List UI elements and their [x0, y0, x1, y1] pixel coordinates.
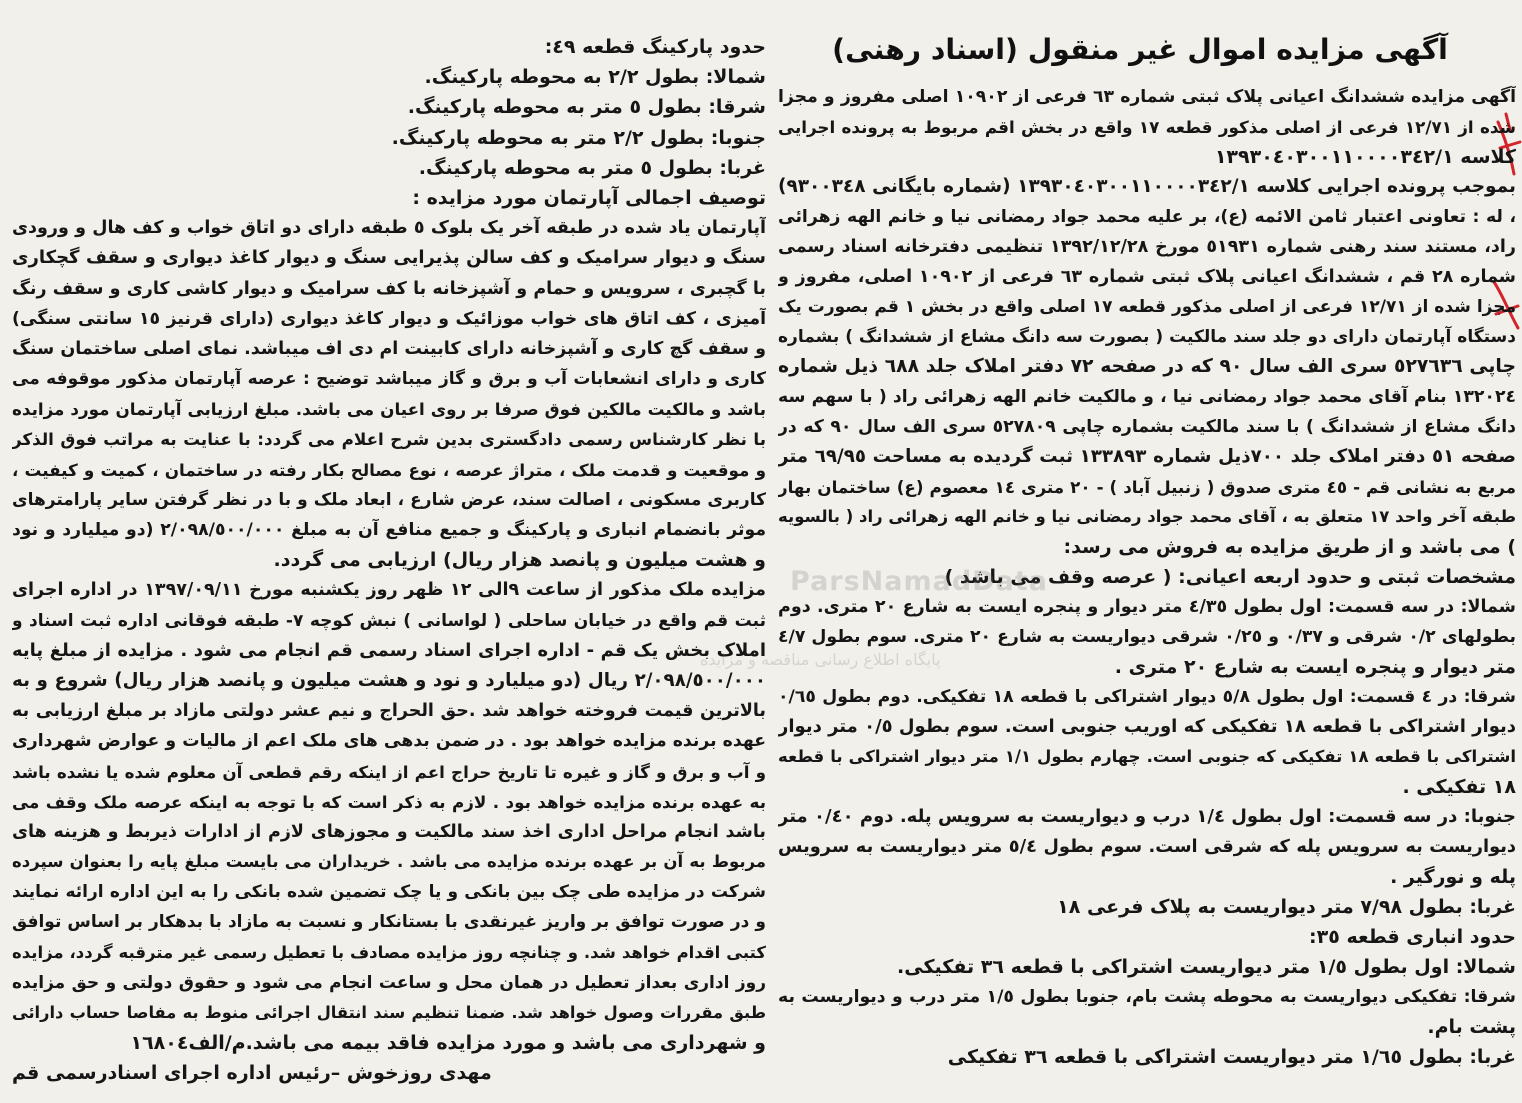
text-line: طبق مقررات وصول خواهد شد. ضمنا تنظیم سند انتقال اجرائی منوط به مفاصا حساب دارائی — [12, 1003, 766, 1022]
text-line: عهده برنده مزایده خواهد بود . در ضمن بدهی های ملک اعم از مالیات و عوارض شهرداری — [12, 731, 766, 752]
text-line: پشت بام. — [1427, 1016, 1516, 1038]
text-line: مشخصات ثبتی و حدود اربعه اعیانی: ( عرصه وقف می باشد ) — [944, 566, 1516, 588]
text-line: جنوبا: بطول ٢/٢ متر به محوطه پارکینگ. — [391, 126, 766, 149]
text-line: مربوط به آن بر عهده برنده مزایده می باشد . خریداران می بایست مبلغ پایه را بعنوان سپرده — [12, 852, 766, 872]
paragraph — [12, 123, 766, 153]
signature-line: مهدی روزخوش –رئیس اداره اجرای اسنادرسمی قم — [12, 1062, 492, 1085]
text-line: شماره ٢٨ قم ، ششدانگ اعیانی پلاک ثبتی شماره ٦٣ فرعی از ١٠٩٠٢ اصلی، مفروز و — [778, 267, 1516, 287]
text-line: آگهی مزایده ششدانگ اعیانی پلاک ثبتی شماره ٦٣ فرعی از ١٠٩٠٢ اصلی مفروز و مجزا — [778, 87, 1516, 107]
text-line: ٢/٠٩٨/٥٠٠/٠٠٠ ریال (دو میلیارد و نود و هشت میلیون و پانصد هزار ریال) شروع و به — [12, 669, 766, 691]
text-line: پله و نورگیر . — [1390, 866, 1516, 888]
text-line: بالاترین قیمت فروخته خواهد شد .حق الحراج و نیم عشر دولتی مازاد بر مبلغ ارزیابی به — [12, 701, 766, 722]
text-line: شرقا: در ٤ قسمت: اول بطول ٥/٨ دیوار اشتراکی با قطعه ١٨ تفکیکی. دوم بطول ٠/٦٥ — [778, 687, 1516, 707]
text-line: و آب و برق و گاز و غیره تا تاریخ حراج اعم از اینکه رقم قطعی آن معلوم شده یا نشده باشد — [12, 761, 766, 782]
watermark-brand: ParsNamadData — [790, 566, 1048, 597]
text-line: ، له : تعاونی اعتبار ثامن الائمه (ع)، بر علیه محمد جواد رمضانی نیا و خانم الهه زهرائی — [778, 207, 1516, 227]
paragraph — [778, 1042, 1516, 1072]
text-line: غربا: بطول ١/٦٥ متر دیواریست اشتراکی با قطعه ٣٦ تفکیکی — [947, 1046, 1516, 1068]
text-line: کتبی اقدام خواهد شد. و چنانچه روز مزایده مصادف با تعطیل رسمی غیر مترقبه گردد، مزایده — [12, 942, 766, 962]
paragraph — [778, 562, 1516, 592]
text-line: موثر بانضمام انباری و پارکینگ و جمیع منافع آن به مبلغ ٢/٠٩٨/٥٠٠/٠٠٠ (دو میلیارد و نود — [12, 520, 766, 540]
text-line: طبقه آخر واحد ١٧ متعلق به ، آقای محمد جواد رمضانی نیا و خانم الهه زهرائی راد ( بالسویه — [778, 507, 1516, 526]
text-line: شمالا: اول بطول ١/٥ متر دیواریست اشتراکی با قطعه ٣٦ تفکیکی. — [897, 956, 1516, 978]
text-line: اشتراکی با قطعه ١٨ تفکیکی که جنوبی است. چهارم بطول ١/١ متر دیوار اشتراکی با قطعه — [778, 747, 1516, 766]
left-column — [12, 32, 766, 1089]
watermark-tagline: پایگاه اطلاع رسانی مناقصه و مزایده — [700, 650, 941, 669]
text-line: کلاسه ١٣٩٣٠٤٠٣٠٠١١٠٠٠٠٣٤٢/١ — [1214, 146, 1516, 168]
paragraph — [12, 183, 766, 213]
paragraph — [778, 982, 1516, 1042]
paragraph — [778, 922, 1516, 952]
text-line: حدود انباری قطعه ٣٥: — [1309, 926, 1516, 948]
text-line: ١٣٢٠٢٤ بنام آقای محمد جواد رمضانی نیا ، و مالکیت خانم الهه زهرائی راد ( با سهم سه — [778, 387, 1516, 407]
text-line: دیواریست به سرویس پله که شرقی است. سوم بطول ٥/٤ متر دیواریست به سرویس — [778, 837, 1516, 857]
paragraph — [778, 892, 1516, 922]
text-line: و سقف گچ کاری و آشپزخانه دارای کابینت ام دی اف میباشد. نمای اصلی ساختمان سنگ — [12, 338, 766, 359]
text-line: شرقا: بطول ٥ متر به محوطه پارکینگ. — [407, 96, 766, 119]
text-line: و هشت میلیون و پانصد هزار ریال) ارزیابی می گردد. — [273, 549, 766, 572]
text-line: با نظر کارشناس رسمی دادگستری بدین شرح اعلام می گردد: با عنایت به مراتب فوق الذکر — [12, 429, 766, 450]
text-line: و شهرداری می باشد و مورد مزایده فاقد بیمه می باشد.م/الف١٦٨٠٤ — [130, 1032, 766, 1055]
text-line: کاربری مسکونی ، اصالت سند، عرض شارع ، ابعاد ملک و با در نظر گرفتن سایر پارامترهای — [12, 489, 766, 510]
text-line: به عهده برنده مزایده خواهد بود . لازم به ذکر است که با توجه به اینکه عرصه ملک وقف می — [12, 791, 766, 812]
text-line: دیوار اشتراکی با قطعه ١٨ تفکیکی که اوریب جنوبی است. سوم بطول ٠/٥ متر دیوار — [778, 716, 1516, 737]
text-line: ) می باشد و از طریق مزایده به فروش می رسد: — [1063, 536, 1516, 558]
text-line: شرقا: تفکیکی دیواریست به محوطه پشت بام، جنوبا بطول ١/٥ متر درب و دیواریست به — [778, 987, 1516, 1007]
text-line: صفحه ٥١ دفتر املاک جلد ٧٠٠ذیل شماره ١٣٣٨٩٣ ثبت گردیده به مساحت ٦٩/٩٥ متر — [778, 446, 1516, 467]
text-line: کاری و دارای انشعابات آب و برق و گاز میباشد توضیح : عرصه آپارتمان مذکور موقوفه می — [12, 369, 766, 390]
text-line: حدود پارکینگ قطعه ٤٩: — [544, 36, 766, 58]
text-line: مجزا شده از ١٢/٧١ فرعی از اصلی مذکور قطعه ١٧ اصلی واقع در بخش ١ قم بصورت یک — [778, 297, 1516, 317]
paragraph — [778, 682, 1516, 802]
text-line: روز اداری بعداز تعطیل در همان محل و ساعت انجام می شود و حقوق دولتی و حق مزایده — [12, 972, 766, 993]
paragraph — [778, 172, 1516, 562]
paragraph — [12, 62, 766, 92]
paragraph — [12, 153, 766, 183]
text-line: باشد و مالکیت مالکین فوق صرفا بر روی اعیان می باشد. مبلغ ارزیابی آپارتمان مورد مزایده — [12, 399, 766, 420]
paragraph — [12, 213, 766, 575]
text-line: بموجب پرونده اجرایی کلاسه ١٣٩٣٠٤٠٣٠٠١١٠٠٠٠٣٤٢/١ (شماره بایگانی ٩٣٠٠٣٤٨) — [778, 176, 1516, 197]
paragraph — [12, 575, 766, 1058]
text-line: دانگ مشاع از ششدانگ ) با سند مالکیت بشماره چاپی ٥٢٧٨٠٩ سری الف سال ٩٠ که در — [778, 417, 1516, 437]
text-line: دستگاه آپارتمان دارای دو جلد سند مالکیت ( بصورت سه دانگ مشاع از ششدانگ ) بشماره — [778, 327, 1516, 347]
text-line: و در صورت توافق بر واریز غیرنقدی با بستانکار و نسبت به مازاد با بدهکار بر اساس توافق — [12, 912, 766, 933]
paragraph — [778, 82, 1516, 172]
paragraph — [778, 802, 1516, 892]
text-line: غربا: بطول ٧/٩٨ متر دیواریست به پلاک فرعی ١٨ — [1057, 896, 1516, 918]
notice-title: آگهی مزایده اموال غیر منقول (اسناد رهنی) — [832, 33, 1448, 66]
right-column — [778, 82, 1516, 1072]
text-line: شده از ١٢/٧١ فرعی از اصلی مذکور قطعه ١٧ واقع در بخش اقم مربوط به پرونده اجرایی — [778, 117, 1516, 137]
text-line: آمیزی ، کف اتاق های خواب موزائیک و دیوار کاغذ دیواری (دارای قرنیز ١٥ سانتی سنگی) — [12, 308, 766, 329]
text-line: شمالا: بطول ٢/٢ به محوطه پارکینگ. — [424, 66, 766, 89]
paragraph — [12, 32, 766, 62]
text-line: توصیف اجمالی آپارتمان مورد مزایده : — [412, 186, 766, 209]
text-line: سنگ و دیوار سرامیک و کف سالن پذیرایی سنگ و دیوار کاغذ دیواری و سقف گچکاری — [12, 247, 766, 269]
text-line: متر دیوار و پنجره ایست به شارع ٢٠ متری . — [1114, 656, 1516, 678]
text-line: ثبت قم واقع در خیابان ساحلی ( لواسانی ) نبش کوچه ٧- طبقه فوقانی اداره ثبت اسناد و — [12, 610, 766, 631]
text-line: راد، مستند سند رهنی شماره ٥١٩٣١ مورخ ١٣٩٢/١٢/٢٨ تنظیمی دفترخانه اسناد رسمی — [778, 237, 1516, 257]
text-line: شمالا: در سه قسمت: اول بطول ٤/٣٥ متر دیوار و پنجره ایست به شارع ٢٠ متری. دوم — [778, 597, 1516, 617]
text-line: املاک بخش یک قم - اداره اجرای اسناد رسمی قم انجام می شود . مزایده از مبلغ پایه — [12, 639, 766, 661]
text-line: مربع به نشانی قم - ٤٥ متری صدوق ( زنبیل آباد ) - ٢٠ متری ١٤ معصوم (ع) ساختمان بهار — [778, 477, 1516, 497]
text-line: چاپی ٥٢٧٦٣٦ سری الف سال ٩٠ که در صفحه ٧٢ دفتر املاک جلد ٦٨٨ ذیل شماره — [778, 356, 1516, 377]
text-line: غربا: بطول ٥ متر به محوطه پارکینگ. — [418, 156, 766, 179]
text-line: باشد انجام مراحل اداری اخذ سند مالکیت و مجوزهای لازم از ادارات ذیربط و هزینه های — [12, 821, 766, 842]
paragraph — [778, 592, 1516, 682]
text-line: بطولهای ٠/٢ شرقی و ٠/٣٧ و ٠/٢٥ شرقی دیواریست به شارع ٢٠ متری. سوم بطول ٤/٧ — [778, 627, 1516, 647]
text-line: شرکت در مزایده طی چک بین بانکی و یا چک تضمین شده بانکی را به این اداره ارائه نمایند — [12, 882, 766, 903]
text-line: مزایده ملک مذکور از ساعت ٩الی ١٢ ظهر روز یکشنبه مورخ ١٣٩٧/٠٩/١١ در اداره اجرای — [12, 580, 766, 601]
paragraph — [12, 92, 766, 122]
text-line: جنوبا: در سه قسمت: اول بطول ١/٤ درب و دیواریست به سرویس پله. دوم ٠/٤٠ متر — [778, 806, 1516, 827]
paragraph — [778, 952, 1516, 982]
text-line: با گچبری ، سرویس و حمام و آشپزخانه با کف سرامیک و دیوار کاشی کاری و سقف رنگ — [12, 278, 766, 299]
text-line: ١٨ تفکیکی . — [1402, 776, 1516, 798]
text-line: و موقعیت و قدمت ملک ، متراژ عرصه ، نوع مصالح بکار رفته در ساختمان ، کمیت و کیفیت ، — [12, 459, 766, 480]
text-line: آپارتمان یاد شده در طبقه آخر یک بلوک ٥ طبقه دارای دو اتاق خواب و کف هال و ورودی — [12, 218, 766, 239]
